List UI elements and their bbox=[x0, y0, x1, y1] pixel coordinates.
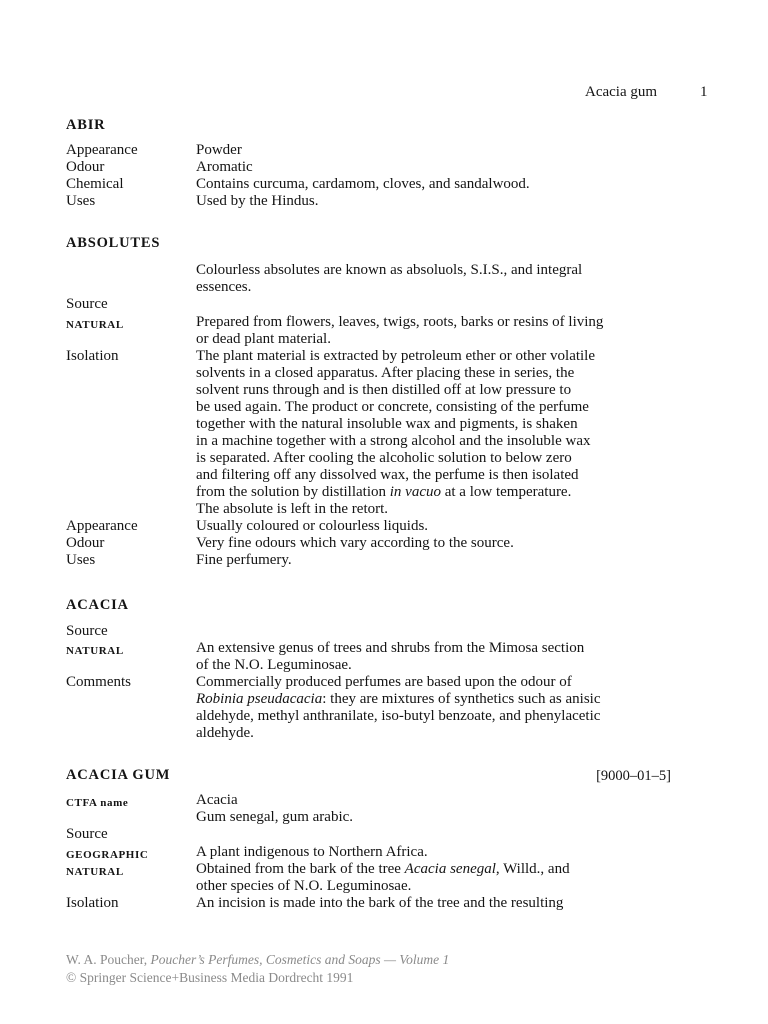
italic-term: Acacia senegal bbox=[404, 861, 496, 877]
entry-heading-acacia: ACACIA bbox=[66, 597, 129, 613]
italic-term: in vacuo bbox=[389, 484, 441, 500]
text-line: in a machine together with a strong alcohol and the insoluble wax bbox=[196, 433, 591, 449]
text-line: aldehyde, methyl anthranilate, iso-butyl benzoate, and phenylacetic bbox=[196, 708, 601, 724]
text-run: at a low temperature. bbox=[440, 484, 572, 500]
field-sublabel: GEOGRAPHIC bbox=[66, 849, 149, 861]
text-line: solvents in a closed apparatus. After placing these in series, the bbox=[196, 365, 575, 381]
field-label: Uses bbox=[66, 552, 96, 568]
text-line: An extensive genus of trees and shrubs from the Mimosa section bbox=[196, 640, 585, 656]
field-value: Used by the Hindus. bbox=[196, 193, 319, 209]
field-value: Fine perfumery. bbox=[196, 552, 292, 568]
ctfa-label: CTFA name bbox=[66, 797, 129, 809]
field-label: Source bbox=[66, 296, 108, 312]
field-value: Powder bbox=[196, 142, 242, 158]
field-label: Source bbox=[66, 623, 108, 639]
text-run: , Willd., and bbox=[495, 861, 570, 877]
text-run: from the solution by distillation bbox=[196, 484, 390, 500]
field-label: Odour bbox=[66, 159, 105, 175]
text-line: or dead plant material. bbox=[196, 331, 331, 347]
text-line bbox=[196, 484, 672, 501]
field-sublabel: NATURAL bbox=[66, 866, 124, 878]
field-label: Odour bbox=[66, 535, 105, 551]
field-label: Isolation bbox=[66, 348, 119, 364]
field-value: A plant indigenous to Northern Africa. bbox=[196, 844, 428, 860]
text-line: essences. bbox=[196, 279, 252, 295]
field-sublabel: NATURAL bbox=[66, 319, 124, 331]
field-value: Acacia bbox=[196, 792, 238, 808]
text-line: of the N.O. Leguminosae. bbox=[196, 657, 352, 673]
text-line: Colourless absolutes are known as absoluols, S.I.S., and integral bbox=[196, 262, 583, 278]
text-line: be used again. The product or concrete, consisting of the perfume bbox=[196, 399, 589, 415]
text-line: The absolute is left in the retort. bbox=[196, 501, 389, 517]
field-sublabel: NATURAL bbox=[66, 645, 124, 657]
text-line: Prepared from flowers, leaves, twigs, roots, barks or resins of living bbox=[196, 314, 604, 330]
field-value: Usually coloured or colourless liquids. bbox=[196, 518, 429, 534]
text-line bbox=[196, 691, 672, 708]
field-value: Very fine odours which vary according to the source. bbox=[196, 535, 514, 551]
footer-copyright: © Springer Science+Business Media Dordrecht 1991 bbox=[66, 970, 354, 985]
entry-heading-acacia-gum: ACACIA GUM bbox=[66, 767, 171, 783]
field-label: Source bbox=[66, 826, 108, 842]
entry-heading-absolutes: ABSOLUTES bbox=[66, 235, 161, 251]
text-line: Commercially produced perfumes are based upon the odour of bbox=[196, 674, 572, 690]
text-line: other species of N.O. Leguminosae. bbox=[196, 878, 412, 894]
running-head: Acacia gum bbox=[585, 84, 658, 100]
text-line: An incision is made into the bark of the tree and the resulting bbox=[196, 895, 564, 911]
footer-citation bbox=[66, 952, 449, 968]
field-label: Isolation bbox=[66, 895, 119, 911]
field-value: Gum senegal, gum arabic. bbox=[196, 809, 354, 825]
field-label: Appearance bbox=[66, 142, 138, 158]
italic-term: Robinia pseudacacia bbox=[196, 691, 323, 707]
field-value: Contains curcuma, cardamom, cloves, and sandalwood. bbox=[196, 176, 530, 192]
field-label: Appearance bbox=[66, 518, 138, 534]
cas-number: [9000–01–5] bbox=[596, 768, 671, 784]
footer-book-title: Poucher’s Perfumes, Cosmetics and Soaps — Volume 1 bbox=[150, 952, 450, 967]
field-sublabel bbox=[66, 795, 191, 812]
text-run: : they are mixtures of synthetics such as anisic bbox=[322, 691, 601, 707]
entry-heading-abir: ABIR bbox=[66, 117, 106, 133]
field-label: Chemical bbox=[66, 176, 124, 192]
text-line: together with the natural insoluble wax and pigments, is shaken bbox=[196, 416, 578, 432]
text-line: aldehyde. bbox=[196, 725, 254, 741]
field-value: Aromatic bbox=[196, 159, 253, 175]
page-number: 1 bbox=[700, 84, 708, 100]
field-label: Comments bbox=[66, 674, 132, 690]
text-line: and filtering off any dissolved wax, the perfume is then isolated bbox=[196, 467, 579, 483]
text-run: Obtained from the bark of the tree bbox=[196, 861, 405, 877]
text-line: solvent runs through and is then distilled off at low pressure to bbox=[196, 382, 572, 398]
footer-author: W. A. Poucher, bbox=[66, 952, 151, 967]
text-line: is separated. After cooling the alcoholic solution to below zero bbox=[196, 450, 572, 466]
text-line: The plant material is extracted by petroleum ether or other volatile bbox=[196, 348, 596, 364]
field-label: Uses bbox=[66, 193, 96, 209]
text-line bbox=[196, 861, 672, 878]
